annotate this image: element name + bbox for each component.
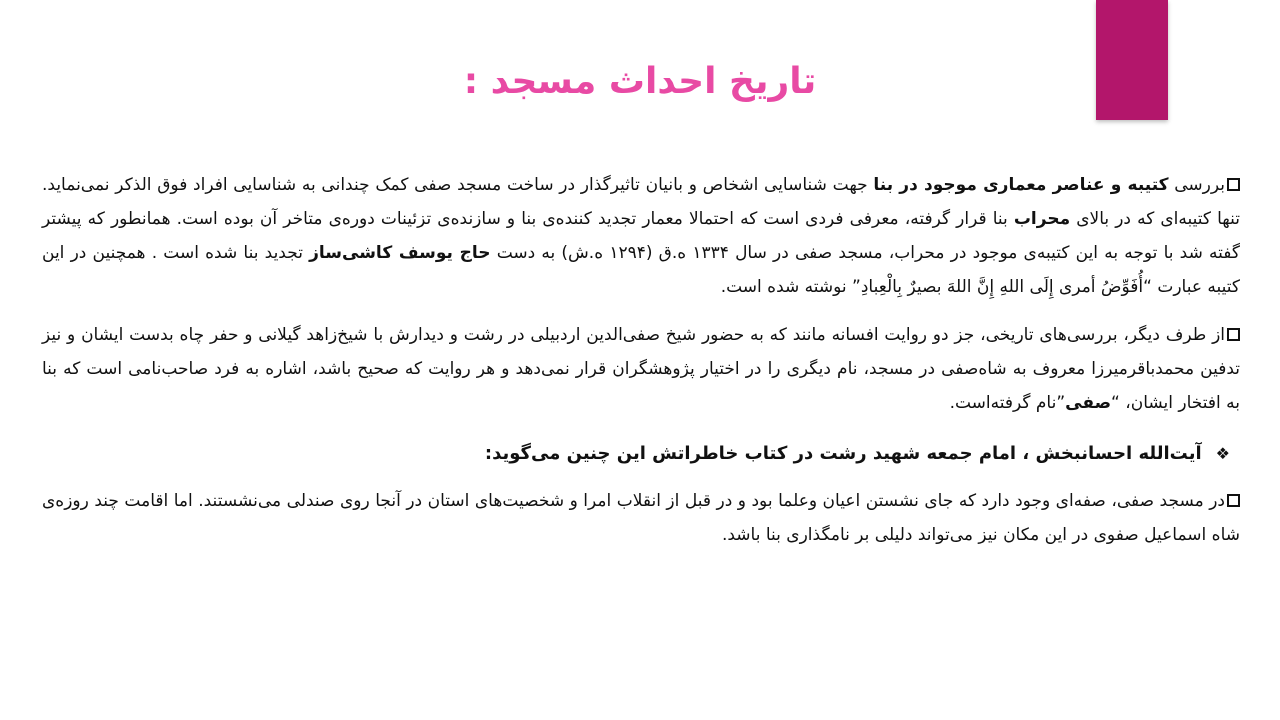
slide-content <box>42 168 1240 566</box>
square-bullet-icon <box>1227 178 1240 191</box>
bold-phrase: حاج یوسف کاشی‌ساز <box>309 243 491 263</box>
slide-title: تاریخ احداث مسجد : <box>463 61 817 102</box>
paragraph-text: در مسجد صفی، صفه‌ای وجود دارد که جای نشستن اعیان وعلما بود و در قبل از انقلاب امرا و شخصیت‌های استان در آنجا روی صندلی می‌نشستند. اما اقامت چند روزه‌ی شاه اسماعیل صفوی در این مکان نیز می‌تواند دلیلی بر نامگذاری بنا باشد. <box>42 491 1240 545</box>
paragraph-text: تجدید بنا شده است . همچنین در این کتیبه عبارت “أُفَوِّضُ أمری إِلَی اللهِ إِنَّ اللهَ بصیرٌ بِالْعِبادِ” نوشته شده است. <box>42 243 1240 297</box>
paragraph-inscription <box>42 168 1240 304</box>
paragraph-text: بنا قرار گرفته، معرفی فردی است که احتمالا معمار تجدید کننده‌ی بنا و سازنده‌ی تزئینات دوره‌ی متاخر آن بوده است. همانطور که پیشتر گفته شد با توجه به این کتیبه‌ی موجود در محراب، مسجد صفی در سال ۱۳۳۴ ه.ق (۱۲۹۴ ه.ش) به دست <box>42 209 1240 263</box>
quote-heading-text: آیت‌الله احسانبخش ، امام جمعه شهید رشت در کتاب خاطراتش این چنین می‌گوید: <box>484 443 1202 464</box>
paragraph-text: از طرف دیگر، بررسی‌های تاریخی، جز دو روایت افسانه مانند که به حضور شیخ صفی‌الدین اردبیلی در رشت و دیدارش با شیخ‌زاهد گیلانی و حفر چاه بدست ایشان و نیز تدفین محمدباقرمیرزا معروف به شاه‌صفی در مسجد، نام دیگری را در اختیار پژوهشگران قرار نمی‌دهد و هر روایت که صحیح باشد، اشاره به فرد صاحب‌نامی است که بنا به افتخار ایشان، “ <box>42 325 1240 413</box>
four-diamond-bullet-icon: ❖ <box>1215 444 1230 463</box>
paragraph-text: جهت شناسایی اشخاص و بانیان تاثیرگذار در ساخت مسجد صفی کمک چندانی به شناسایی افراد فوق الذکر نمی‌نماید. تنها کتیبه‌ای که در بالای <box>42 175 1240 229</box>
paragraph-history <box>42 318 1240 420</box>
bold-phrase: کتیبه و عناصر معماری موجود در بنا <box>873 175 1169 195</box>
paragraph-quote <box>42 484 1240 552</box>
bold-phrase: صفی <box>1065 393 1112 413</box>
paragraph-text: ”نام گرفته‌است. <box>949 393 1066 413</box>
title-accent-bar <box>1096 0 1168 120</box>
square-bullet-icon <box>1227 328 1240 341</box>
bold-phrase: محراب <box>1013 209 1071 229</box>
square-bullet-icon <box>1227 494 1240 507</box>
paragraph-text: بررسی <box>1168 175 1225 195</box>
quote-heading <box>42 436 1240 472</box>
